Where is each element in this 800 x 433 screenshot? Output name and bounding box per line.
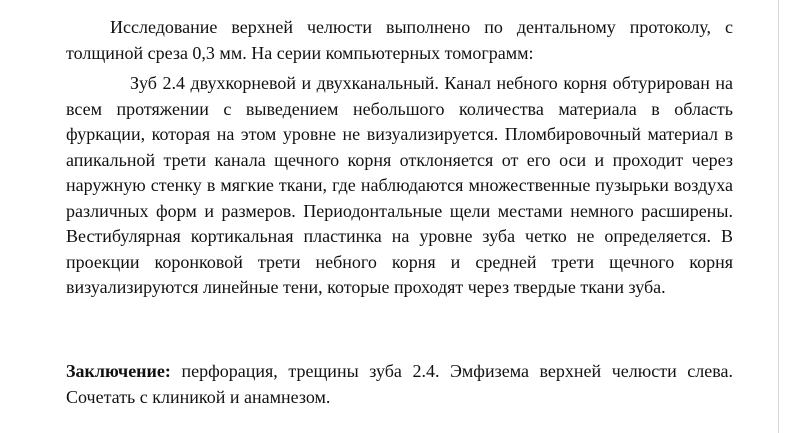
conclusion-paragraph [66,359,733,410]
intro-paragraph: Исследование верхней челюсти выполнено по дентальному протоколу, с толщиной среза 0,3 мм. На серии компьютерных томограмм: [66,17,733,63]
page-edge-divider [778,0,779,433]
conclusion-label: Заключение: [66,361,171,381]
findings-paragraph: Зуб 2.4 двухкорневой и двухканальный. Канал небного корня обтурирован на всем протяжении с выведением небольшого количества материала в область фуркации, которая на этом уровне не визуализируется. Пломбировочный материал в апикальной трети канала щечного корня отклоняется от его оси и проходит через наружную стенку в мягкие ткани, где наблюдаются множественные пузырьки воздуха различных форм и размеров. Периодонтальные щели местами немного расширены. Вестибулярная кортикальная пластинка на уровне зуба четко не определяется. В проекции коронковой трети небного корня и средней трети щечного корня визуализируются линейные тени, которые проходят через твердые ткани зуба. [66,73,733,297]
conclusion-text: перфорация, трещины зуба 2.4. Эмфизема верхней челюсти слева. Сочетать с клиникой и анамнезом. [66,361,733,407]
